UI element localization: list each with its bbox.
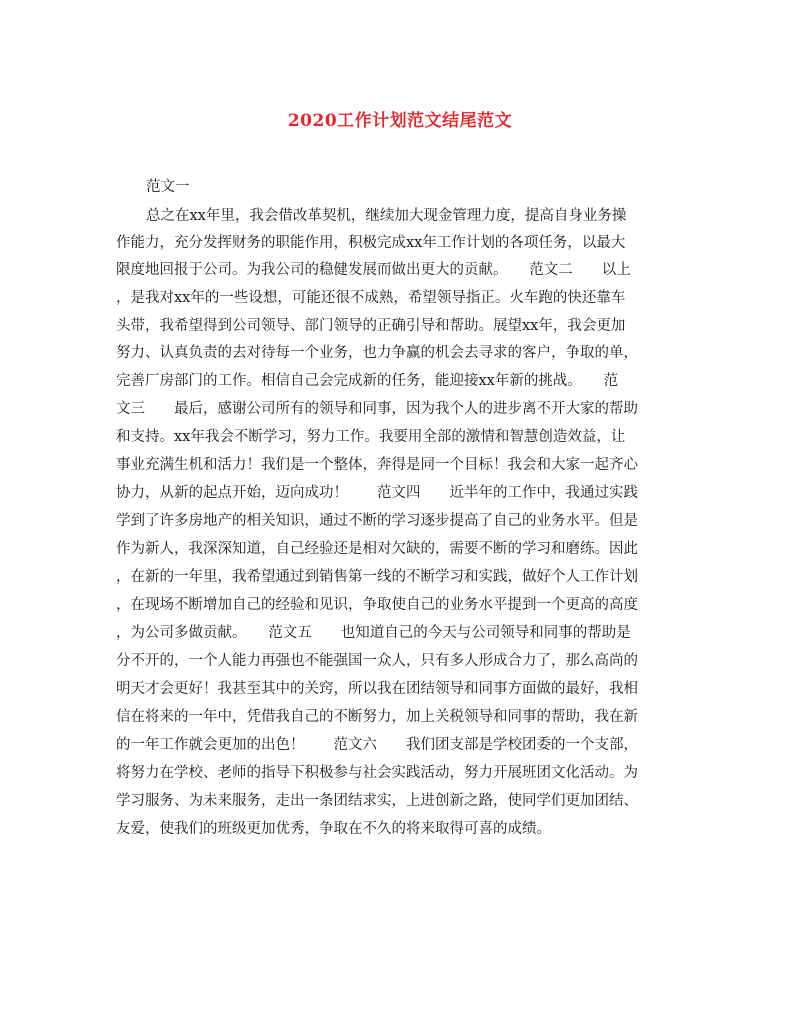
body-line: 限度地回报于公司。为我公司的稳健发展而做出更大的贡献。 范文二 以上 — [116, 262, 631, 278]
body-line: ，是我对xx年的一些设想，可能还很不成熟，希望领导指正。火车跑的快还靠车 — [116, 290, 626, 306]
body-line: ，为公司多做贡献。 范文五 也知道自己的今天与公司领导和同事的帮助是 — [116, 625, 631, 641]
body-line: ，在现场不断增加自己的经验和见识，争取使自己的业务水平提到一个更高的高度 — [116, 597, 638, 613]
body-line: 学习服务、为未来服务，走出一条团结求实，上进创新之路，使同学们更加团结、 — [116, 793, 638, 809]
body-line: 学到了许多房地产的相关知识，通过不断的学习逐步提高了自己的业务水平。但是 — [116, 513, 638, 529]
document-title: 2020工作计划范文结尾范文 — [287, 111, 513, 131]
body-line: ，在新的一年里，我希望通过到销售第一线的不断学习和实践，做好个人工作计划 — [116, 569, 638, 585]
body-line: 的一年工作就会更加的出色！ 范文六 我们团支部是学校团委的一个支部， — [116, 737, 638, 753]
body-line: 分不开的，一个人能力再强也不能强国一众人，只有多人形成合力了，那么高尚的 — [116, 653, 638, 669]
body-line: 文三 最后，感谢公司所有的领导和同事，因为我个人的进步离不开大家的帮助 — [116, 401, 638, 417]
body-line: 总之在xx年里，我会借改革契机，继续加大现金管理力度，提高自身业务操 — [146, 208, 627, 224]
body-line: 完善厂房部门的工作。相信自己会完成新的任务，能迎接xx年新的挑战。 范 — [116, 373, 619, 389]
body-line: 明天才会更好！我甚至其中的关窍，所以我在团结领导和同事方面做的最好，我相 — [116, 681, 638, 697]
section-label-first: 范文一 — [146, 179, 190, 195]
body-line: 和支持。xx年我会不断学习，努力工作。我要用全部的激情和智慧创造效益，让 — [116, 429, 626, 445]
body-line: 友爱，使我们的班级更加优秀，争取在不久的将来取得可喜的成绩。 — [116, 821, 551, 837]
body-line: 将努力在学校、老师的指导下积极参与社会实践活动，努力开展班团文化活动。为 — [116, 765, 638, 781]
body-line: 信在将来的一年中，凭借我自己的不断努力，加上关税领导和同事的帮助，我在新 — [116, 709, 638, 725]
body-line: 协力，从新的起点开始，迈向成功！ 范文四 近半年的工作中，我通过实践 — [116, 485, 638, 501]
body-line: 作能力，充分发挥财务的职能作用，积极完成xx年工作计划的各项任务，以最大 — [116, 235, 626, 251]
body-line: 事业充满生机和活力！我们是一个整体，奔得是同一个目标！我会和大家一起齐心 — [116, 457, 638, 473]
body-line: 作为新人，我深深知道，自己经验还是相对欠缺的，需要不断的学习和磨练。因此 — [116, 541, 638, 557]
body-line: 努力、认真负责的去对待每一个业务，也力争赢的机会去寻求的客户，争取的单， — [116, 345, 638, 361]
body-line: 头带，我希望得到公司领导、部门领导的正确引导和帮助。展望xx年，我会更加 — [116, 318, 626, 334]
